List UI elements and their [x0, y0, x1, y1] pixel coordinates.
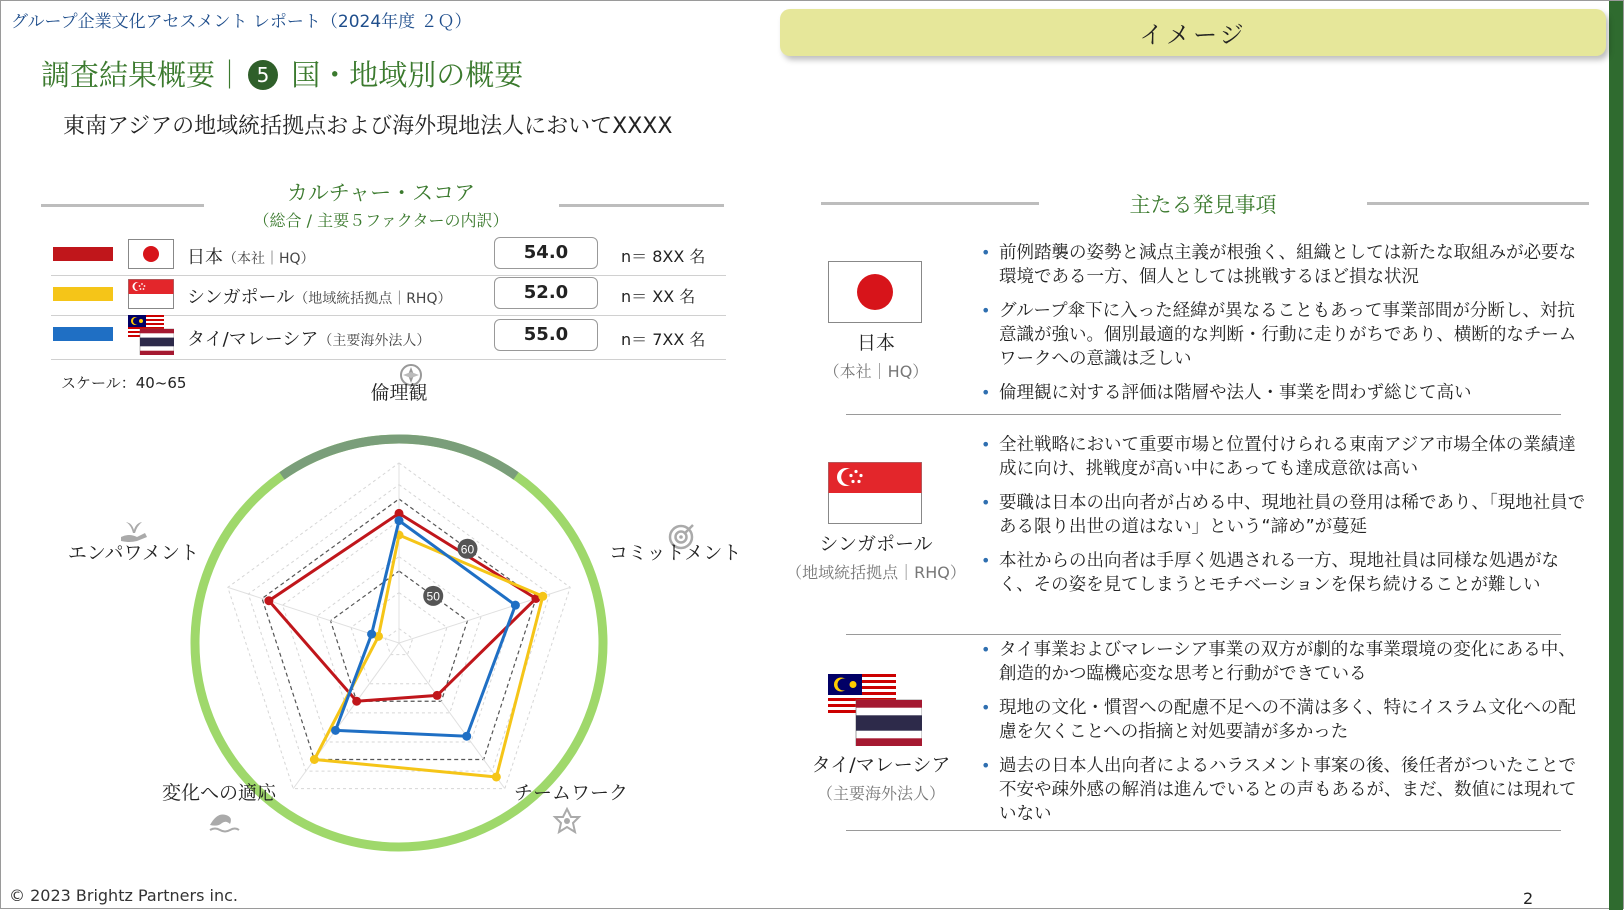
country-separator [846, 414, 1561, 415]
japan-flag-icon [828, 261, 922, 323]
axis-label: エンパワメント [67, 542, 199, 564]
legend-swatch [53, 287, 113, 301]
sample-size: n＝ XX 名 [621, 287, 696, 306]
legend-swatch [53, 247, 113, 261]
page-title [41, 53, 523, 94]
legend-country-name: 日本 [187, 247, 223, 268]
axis-label: コミットメント [609, 542, 742, 564]
findings-title: 主たる発見事項 [1129, 193, 1277, 217]
teamwork-icon [555, 809, 579, 832]
legend-country-sub: （地域統括拠点｜RHQ） [294, 291, 452, 307]
finding-item: • 全社戦略において重要市場と位置付けられる東南アジア市場全体の業績達成に向け、挑戦度が高い中にあっても達成意欲は高い [981, 433, 1591, 481]
series-point [310, 755, 319, 764]
tick-label: 50 [426, 589, 440, 604]
singapore-flag-icon [128, 279, 174, 309]
divider-line [821, 202, 1039, 205]
score-box: 54.0 [494, 237, 598, 269]
empower-icon [121, 522, 147, 542]
legend-country-name: シンガポール [187, 287, 295, 308]
thai-malaysia-flag-icon [128, 315, 174, 355]
finding-item: • 倫理観に対する評価は階層や法人・事業を問わず総じて高い [981, 381, 1591, 405]
tick-label: 60 [460, 542, 475, 557]
culture-score-title: カルチャー・スコア [286, 181, 476, 205]
legend-country-sub: （主要海外法人） [318, 333, 431, 349]
series-point [511, 601, 520, 610]
series-point [462, 732, 471, 741]
series-point [492, 772, 501, 781]
country-label-thai-malaysia [771, 750, 991, 804]
divider-line [1367, 202, 1589, 205]
finding-item: • 要職は日本の出向者が占める中、現地社員の登用は稀であり、「現地社員である限り出世の道はない」という“諦め”が蔓延 [981, 491, 1591, 539]
series-point [352, 697, 361, 706]
singapore-flag-icon [828, 462, 922, 524]
country-name: 日本 [856, 332, 895, 354]
legend-label [187, 283, 451, 309]
accent-bar [1609, 1, 1623, 910]
country-name: シンガポール [819, 533, 933, 555]
score-box: 55.0 [494, 319, 598, 351]
image-banner: イメージ [780, 9, 1606, 56]
page-title-prefix: 調査結果概要｜ [41, 58, 245, 92]
finding-item: • タイ事業およびマレーシア事業の双方が劇的な事業環境の変化にある中、創造的かつ臨機応変な思考と行動ができている [981, 638, 1591, 686]
country-sub: （本社｜HQ） [823, 362, 929, 381]
legend-country-name: タイ/マレーシア [187, 329, 319, 350]
legend-country-sub: （本社｜HQ） [223, 251, 315, 267]
score-box: 52.0 [494, 277, 598, 309]
legend-row-singapore [51, 275, 726, 316]
country-label-singapore [771, 529, 981, 583]
page-title-suffix: 国・地域別の概要 [282, 58, 524, 92]
country-name: タイ/マレーシア [811, 754, 951, 776]
sample-size: n＝ 8XX 名 [621, 247, 706, 266]
scale-label: スケール：40~65 [61, 374, 187, 392]
series-point [367, 630, 376, 639]
wave-icon [210, 814, 239, 831]
country-label-japan [771, 328, 981, 382]
copyright: © 2023 Brightz Partners inc. [9, 886, 238, 905]
series-point [331, 726, 340, 735]
report-title: グループ企業文化アセスメント レポート（2024年度 ２Ｑ） [11, 12, 472, 32]
legend-row-japan [51, 235, 726, 276]
divider-line [559, 204, 724, 207]
divider-line [41, 204, 204, 207]
series-line [314, 535, 542, 777]
series-point [264, 596, 273, 605]
country-sub: （主要海外法人） [816, 784, 945, 803]
thai-malaysia-flag-icon [828, 674, 922, 746]
legend-swatch [53, 327, 113, 341]
radar-chart [41, 351, 761, 891]
series-point [433, 691, 442, 700]
finding-item: • 現地の文化・慣習への配慮不足への不満は多く、特にイスラム文化への配慮を欠くことへの指摘と対処要請が多かった [981, 696, 1591, 744]
country-separator [846, 830, 1561, 831]
finding-item: • 本社からの出向者は手厚く処遇される一方、現地社員は同様な処遇がなく、その姿を見てしまうとモチベーションを保ち続けることが難しい [981, 549, 1591, 597]
axis-label: チームワーク [513, 782, 629, 804]
section-number-badge: 5 [248, 60, 278, 90]
findings-list-japan [981, 241, 1591, 415]
findings-list-thai-malaysia [981, 638, 1591, 836]
culture-score-subtitle: （総合 / 主要５ファクターの内訳） [253, 211, 509, 230]
legend-label [187, 325, 430, 351]
series-line [269, 513, 536, 701]
japan-flag-icon [128, 239, 174, 269]
page-number: 2 [1523, 889, 1534, 908]
grid-spoke [399, 643, 505, 789]
country-sub: （地域統括拠点｜RHQ） [786, 563, 966, 582]
page-subtitle: 東南アジアの地域統括拠点および海外現地法人においてXXXX [63, 114, 673, 139]
sample-size: n＝ 7XX 名 [621, 330, 706, 349]
finding-item: • 前例踏襲の姿勢と減点主義が根強く、組織としては新たな取組みが必要な環境である一方、個人としては挑戦するほど損な状況 [981, 241, 1591, 289]
findings-list-singapore [981, 433, 1591, 607]
series-point [395, 516, 404, 525]
legend-label [187, 243, 315, 269]
series-line [336, 521, 516, 737]
axis-label: 倫理観 [370, 382, 428, 404]
axis-label: 変化への適応 [161, 782, 277, 804]
country-separator [846, 634, 1561, 635]
series-point [538, 592, 547, 601]
finding-item: • 過去の日本人出向者によるハラスメント事案の後、後任者がついたことで不安や疎外感の解消は進んでいるとの声もあるが、まだ、数値には現れていない [981, 754, 1591, 826]
finding-item: • グループ傘下に入った経緯が異なることもあって事業部間が分断し、対抗意識が強い。個別最適的な判断・行動に走りがちであり、横断的なチームワークへの意識は乏しい [981, 299, 1591, 371]
